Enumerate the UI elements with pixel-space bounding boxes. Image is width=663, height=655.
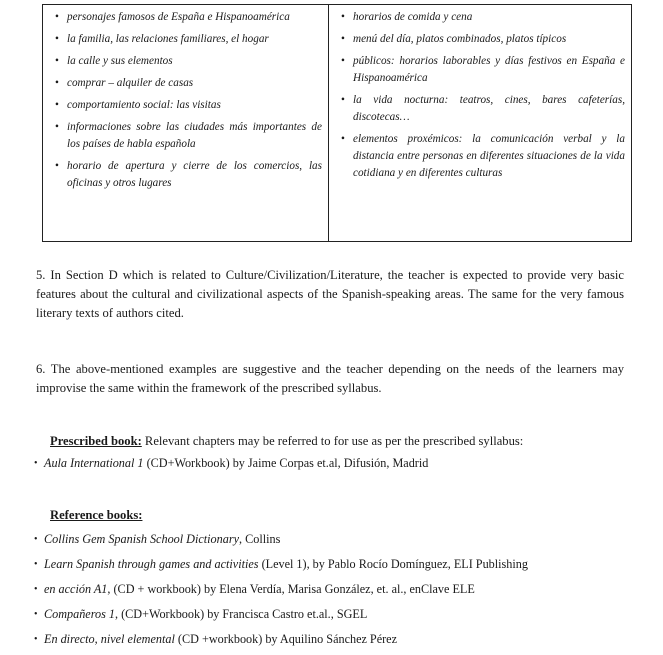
table-right-column [329, 5, 631, 241]
prescribed-book-heading: Prescribed book: [50, 434, 142, 448]
table-left-column [43, 5, 329, 241]
list-item: • En directo, nivel elemental (CD +workbook) by Aquilino Sánchez Pérez [34, 627, 634, 652]
list-item: • Learn Spanish through games and activities (Level 1), by Pablo Rocío Domínguez, ELI Publishing [34, 552, 634, 577]
prescribed-book-line [50, 432, 523, 451]
reference-books-heading: Reference books: [50, 508, 143, 522]
list-item: • la calle y sus elementos [55, 53, 322, 70]
list-item: • la familia, las relaciones familiares, el hogar [55, 31, 322, 48]
list-item: • horario de apertura y cierre de los comercios, las oficinas y otros lugares [55, 158, 322, 192]
list-item: • Compañeros 1, (CD+Workbook) by Francisca Castro et.al., SGEL [34, 602, 634, 627]
reference-books-line [50, 506, 142, 525]
list-item: • públicos: horarios laborables y días festivos en España e Hispanoamérica [341, 53, 625, 87]
list-item: • informaciones sobre las ciudades más importantes de los países de habla española [55, 119, 322, 153]
list-item: • elementos proxémicos: la comunicación verbal y la distancia entre personas en diferentes situaciones de la vida cotidiana y en diferentes culturas [341, 131, 625, 182]
list-item: • menú del día, platos combinados, platos típicos [341, 31, 625, 48]
paragraph-6: 6. The above-mentioned examples are suggestive and the teacher depending on the needs of the learners may improvise the same within the framework of the prescribed syllabus. [36, 362, 624, 395]
prescribed-book-list [34, 451, 634, 476]
prescribed-book-text: Relevant chapters may be referred to for use as per the prescribed syllabus: [141, 434, 524, 448]
list-item: • comprar – alquiler de casas [55, 75, 322, 92]
list-item: • Collins Gem Spanish School Dictionary, Collins [34, 527, 634, 552]
paragraph-5: 5. In Section D which is related to Culture/Civilization/Literature, the teacher is expected to provide very basic features about the cultural and civilizational aspects of the Spanish-speaking areas. The same for the very famous literary texts of authors cited. [36, 268, 624, 320]
reference-books-list [34, 527, 634, 652]
list-item: • Aula International 1 (CD+Workbook) by Jaime Corpas et.al, Difusión, Madrid [34, 451, 634, 476]
list-item: • en acción A1, (CD + workbook) by Elena Verdía, Marisa González, et. al., enClave ELE [34, 577, 634, 602]
list-item: • horarios de comida y cena [341, 9, 625, 26]
list-item: • la vida nocturna: teatros, cines, bares cafeterías, discotecas… [341, 92, 625, 126]
list-item: • personajes famosos de España e Hispanoamérica [55, 9, 322, 26]
list-item: • comportamiento social: las visitas [55, 97, 322, 114]
culture-topics-table [42, 4, 632, 242]
